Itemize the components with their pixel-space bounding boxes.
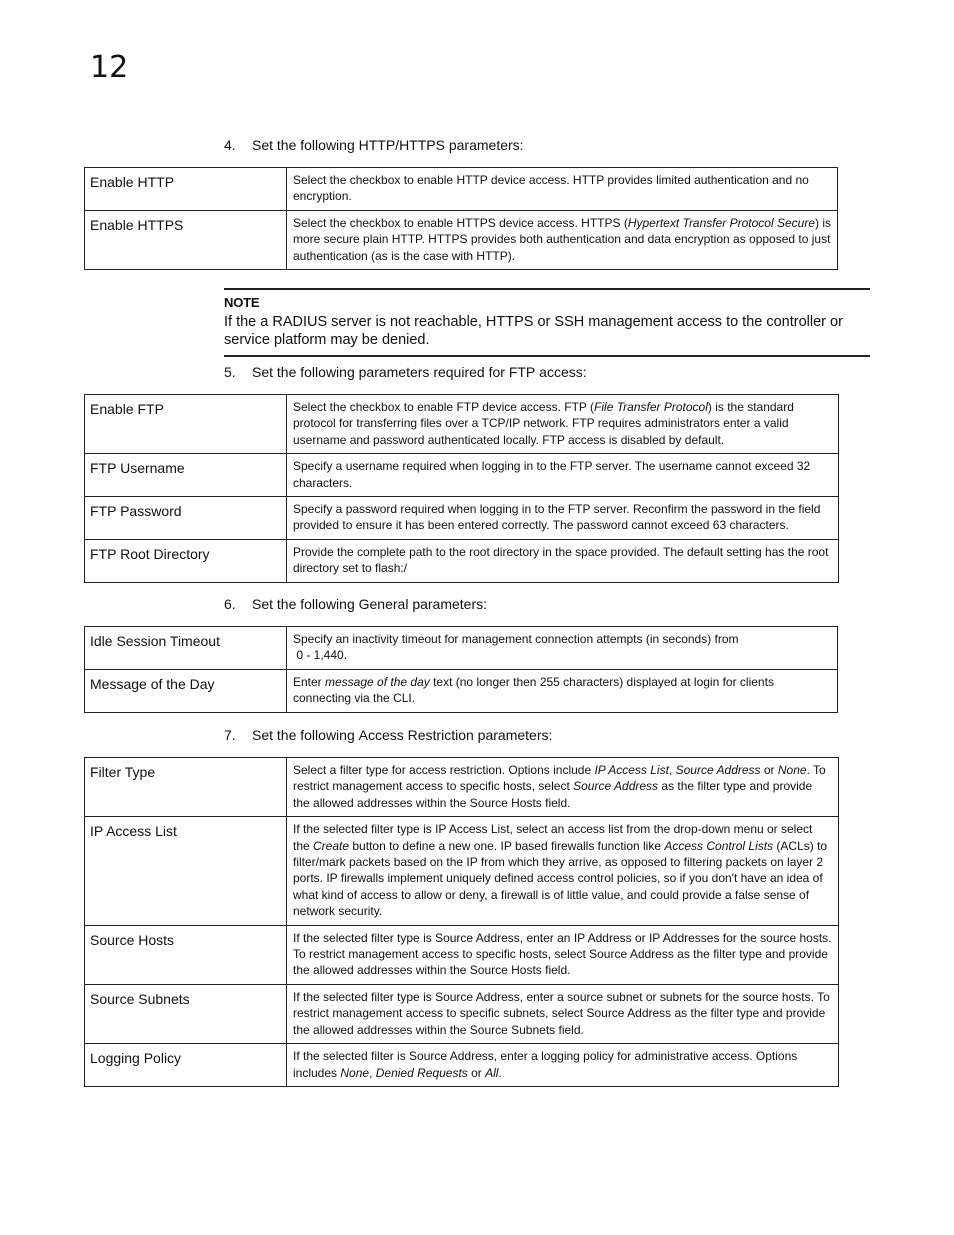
general-params-table bbox=[84, 626, 838, 713]
param-name: FTP Password bbox=[85, 497, 287, 540]
table-row bbox=[85, 210, 838, 269]
step-text-bold: FTP bbox=[508, 364, 536, 380]
step-4 bbox=[224, 136, 524, 154]
param-name: Enable FTP bbox=[85, 395, 287, 454]
param-name: FTP Root Directory bbox=[85, 539, 287, 582]
http-params-table bbox=[84, 167, 838, 270]
param-name: Enable HTTP bbox=[85, 168, 287, 211]
param-description: If the selected filter is Source Address, enter a logging policy for administrative access. Options includes None, Denied Requests or All. bbox=[287, 1044, 839, 1087]
param-name: Message of the Day bbox=[85, 669, 287, 712]
table-row bbox=[85, 817, 839, 925]
table-row bbox=[85, 627, 838, 670]
step-number: 7. bbox=[224, 727, 236, 743]
step-text-bold: General bbox=[358, 596, 409, 612]
note-box bbox=[224, 288, 870, 357]
table-row bbox=[85, 395, 839, 454]
param-description: If the selected filter type is Source Address, enter an IP Address or IP Addresses for the source hosts. To restrict management access to specific hosts, select Source Address as the filter type and provide the allowed addresses within the Source Hosts field. bbox=[287, 925, 839, 984]
step-number: 4. bbox=[224, 137, 236, 153]
param-description: Select the checkbox to enable HTTPS device access. HTTPS (Hypertext Transfer Protocol Secure) is more secure plain HTTP. HTTPS provides both authentication and data encryption as opposed to just authentication (as is the case with HTTP). bbox=[287, 210, 838, 269]
step-text-post: access: bbox=[535, 364, 587, 380]
step-6 bbox=[224, 595, 487, 613]
param-description: Enter message of the day text (no longer then 255 characters) displayed at login for clients connecting via the CLI. bbox=[287, 669, 838, 712]
step-text-pre: Set the following bbox=[252, 596, 359, 612]
step-text-post: parameters: bbox=[408, 596, 488, 612]
step-text-pre: Set the following bbox=[252, 137, 359, 153]
access-restriction-params-table bbox=[84, 757, 839, 1087]
step-text-post: parameters: bbox=[444, 137, 524, 153]
step-5 bbox=[224, 363, 587, 381]
param-name: FTP Username bbox=[85, 454, 287, 497]
param-description: If the selected filter type is IP Access List, select an access list from the drop-down menu or select the Create button to define a new one. IP based firewalls function like Access Control Lists (ACLs) to filter/mark packets based on the IP from which they arrive, as opposed to filtering packets on layer 2 ports. IP firewalls implement uniquely defined access control policies, so if you don't have an idea of what kind of access to allow or deny, a firewall is of little value, and could provide a false sense of network security. bbox=[287, 817, 839, 925]
step-number: 6. bbox=[224, 596, 236, 612]
note-label: NOTE bbox=[224, 295, 260, 310]
note-text: If the a RADIUS server is not reachable, HTTPS or SSH management access to the controller or service platform may be denied. bbox=[224, 313, 843, 348]
table-row bbox=[85, 454, 839, 497]
param-name: IP Access List bbox=[85, 817, 287, 925]
param-description: Select a filter type for access restriction. Options include IP Access List, Source Address or None. To restrict management access to specific hosts, select Source Address as the filter type and provide the allowed addresses within the Source Hosts field. bbox=[287, 758, 839, 817]
step-text-bold: Access Restriction bbox=[358, 727, 474, 743]
param-name: Logging Policy bbox=[85, 1044, 287, 1087]
param-name: Source Hosts bbox=[85, 925, 287, 984]
param-name: Filter Type bbox=[85, 758, 287, 817]
step-number: 5. bbox=[224, 364, 236, 380]
param-description: Provide the complete path to the root directory in the space provided. The default setting has the root directory set to flash:/ bbox=[287, 539, 839, 582]
chapter-number: 12 bbox=[90, 50, 129, 85]
ftp-params-table bbox=[84, 394, 839, 583]
table-row bbox=[85, 497, 839, 540]
step-text-bold: HTTP/HTTPS bbox=[358, 137, 445, 153]
table-row bbox=[85, 1044, 839, 1087]
param-description: Select the checkbox to enable HTTP device access. HTTP provides limited authentication and no encryption. bbox=[287, 168, 838, 211]
step-text-pre: Set the following bbox=[252, 727, 359, 743]
table-row bbox=[85, 925, 839, 984]
param-description: Select the checkbox to enable FTP device access. FTP (File Transfer Protocol) is the standard protocol for transferring files over a TCP/IP network. FTP requires administrators enter a valid username and password authenticated locally. FTP access is disabled by default. bbox=[287, 395, 839, 454]
param-description: Specify a username required when logging in to the FTP server. The username cannot exceed 32 characters. bbox=[287, 454, 839, 497]
param-description: If the selected filter type is Source Address, enter a source subnet or subnets for the source hosts. To restrict management access to specific subnets, select Source Address as the filter type and provide the allowed addresses within the Source Subnets field. bbox=[287, 984, 839, 1043]
param-description: Specify a password required when logging in to the FTP server. Reconfirm the password in the field provided to ensure it has been entered correctly. The password cannot exceed 63 characters. bbox=[287, 497, 839, 540]
param-description: Specify an inactivity timeout for management connection attempts (in seconds) from 0 - 1,440. bbox=[287, 627, 838, 670]
table-row bbox=[85, 984, 839, 1043]
param-name: Idle Session Timeout bbox=[85, 627, 287, 670]
step-7 bbox=[224, 726, 552, 744]
step-text-pre: Set the following parameters required for bbox=[252, 364, 509, 380]
step-text-post: parameters: bbox=[473, 727, 553, 743]
table-row bbox=[85, 758, 839, 817]
param-name: Enable HTTPS bbox=[85, 210, 287, 269]
table-row bbox=[85, 669, 838, 712]
param-name: Source Subnets bbox=[85, 984, 287, 1043]
table-row bbox=[85, 539, 839, 582]
table-row bbox=[85, 168, 838, 211]
